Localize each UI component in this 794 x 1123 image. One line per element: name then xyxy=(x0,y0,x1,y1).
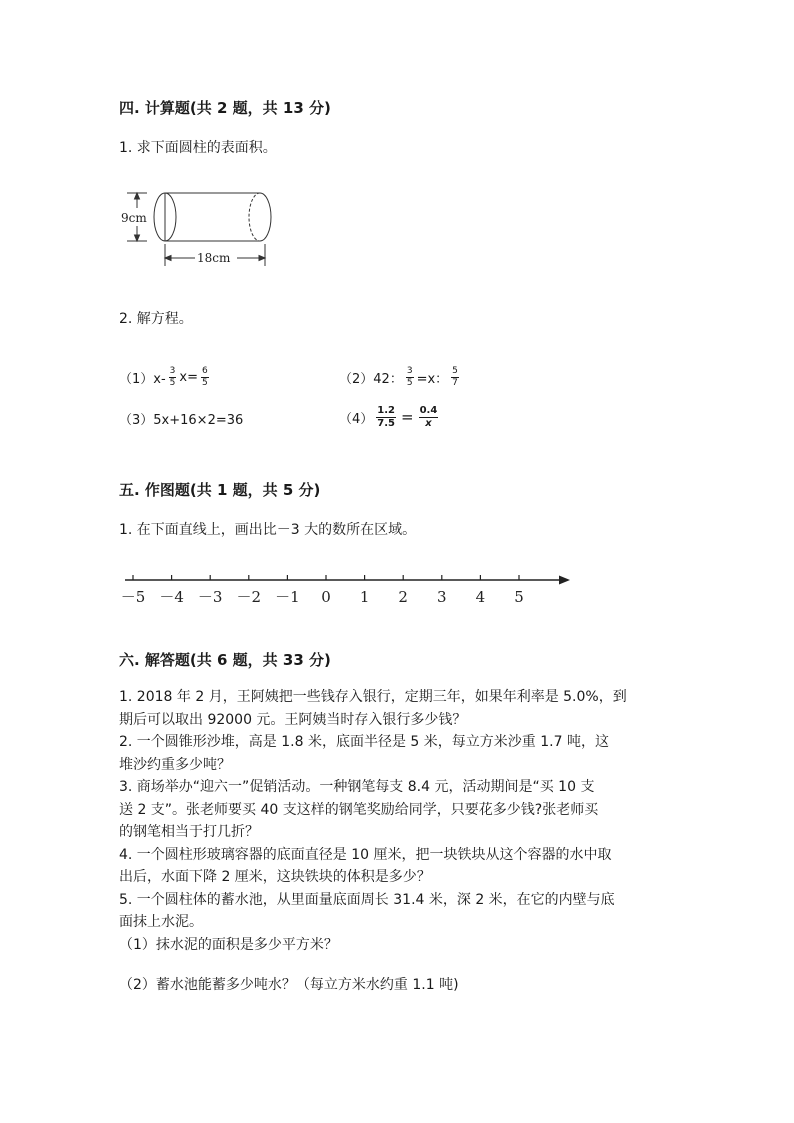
eq2-den1: 5 xyxy=(406,377,413,388)
q6-line-8: 4. 一个圆柱形玻璃容器的底面直径是 10 厘米，把一块铁块从这个容器的水中取 xyxy=(119,846,612,863)
equation-4 xyxy=(339,400,441,434)
eq2-prefix: （2）42： xyxy=(339,371,403,387)
eq2-num1: 3 xyxy=(406,365,413,376)
question-4-1: 1. 求下面圆柱的表面积。 xyxy=(119,140,277,156)
eq2-num2: 5 xyxy=(452,365,458,376)
cylinder-length-label: 18cm xyxy=(197,251,231,265)
eq1-den1: 5 xyxy=(169,377,176,388)
eq1-num2: 6 xyxy=(201,365,208,376)
section4-title: 四. 计算题(共 2 题，共 13 分) xyxy=(119,99,331,117)
cylinder-height-label: 9cm xyxy=(121,211,147,225)
number-line-label: －2 xyxy=(236,588,262,606)
number-line-label: －3 xyxy=(197,588,223,606)
eq4-fraction-a xyxy=(376,406,396,429)
eq4-den1: 7.5 xyxy=(377,417,395,429)
q6-line-9: 出后，水面下降 2 厘米，这块铁块的体积是多少？ xyxy=(119,869,431,885)
eq4-equals: = xyxy=(401,408,414,426)
number-line-label: －5 xyxy=(120,588,146,606)
q6-line-7: 的钢笔相当于打几折？ xyxy=(119,824,259,840)
question-6-5-sub1: （1）抹水泥的面积是多少平方米？ xyxy=(119,937,338,953)
question-5-1: 1. 在下面直线上，画出比－3 大的数所在区域。 xyxy=(119,522,417,538)
number-line-arrow xyxy=(559,576,570,585)
eq2-den2: 7 xyxy=(452,377,458,388)
eq1-fraction-b xyxy=(201,367,209,388)
eq2-mid: =x： xyxy=(416,371,449,387)
number-line-label: －4 xyxy=(159,588,184,606)
q6-line-10: 5. 一个圆柱体的蓄水池，从里面量底面周长 31.4 米，深 2 米，在它的内壁与底 xyxy=(119,891,615,908)
eq4-fraction-b xyxy=(419,406,439,429)
q6-line-6: 送 2 支”。张老师要买 40 支这样的钢笔奖励给同学，只要花多少钱?张老师买 xyxy=(119,801,599,818)
eq4-num2: 0.4 xyxy=(419,404,438,416)
eq1-mid: x= xyxy=(179,369,198,385)
number-line xyxy=(115,566,575,610)
eq4-num1: 1.2 xyxy=(377,404,395,416)
section6-questions xyxy=(119,686,679,934)
question-4-2: 2. 解方程。 xyxy=(119,311,193,327)
cylinder-figure xyxy=(119,180,289,270)
q6-line-11: 面抹上水泥。 xyxy=(119,914,203,930)
q6-line-4: 堆沙约重多少吨？ xyxy=(119,756,231,773)
q6-line-1: 1. 2018 年 2 月，王阿姨把一些钱存入银行，定期三年，如果年利率是 5.0%，到 xyxy=(119,689,627,705)
question-6-5-sub2: （2）蓄水池能蓄多少吨水？（每立方米水约重 1.1 吨) xyxy=(119,977,459,993)
section6-title: 六. 解答题(共 6 题，共 33 分) xyxy=(119,651,331,669)
q6-line-3: 2. 一个圆锥形沙堆，高是 1.8 米，底面半径是 5 米，每立方米沙重 1.7 吨，这 xyxy=(119,734,609,750)
eq1-prefix: （1）x- xyxy=(119,371,166,387)
eq2-fraction-b xyxy=(451,367,459,388)
eq2-fraction-a xyxy=(406,367,414,388)
eq4-den2: x xyxy=(425,417,432,429)
equation-2 xyxy=(339,362,462,392)
eq1-fraction-a xyxy=(169,367,177,388)
eq1-num1: 3 xyxy=(169,365,176,376)
equation-3: （3）5x+16×2=36 xyxy=(119,413,244,428)
number-line-label: 4 xyxy=(475,588,486,606)
section5-title: 五. 作图题(共 1 题，共 5 分) xyxy=(119,481,321,499)
q6-line-5: 3. 商场举办“迎六一”促销活动。一种钢笔每支 8.4 元，活动期间是“买 10 支 xyxy=(119,779,595,795)
number-line-label: 5 xyxy=(514,588,524,606)
number-line-label: 0 xyxy=(321,588,331,606)
eq1-den2: 5 xyxy=(201,377,208,388)
q6-line-2: 期后可以取出 92000 元。王阿姨当时存入银行多少钱？ xyxy=(119,711,467,728)
number-line-label: 3 xyxy=(437,588,447,606)
number-line-label: －1 xyxy=(275,588,300,606)
number-line-label: 2 xyxy=(398,588,408,606)
number-line-label: 1 xyxy=(359,588,370,606)
eq4-prefix: （4） xyxy=(339,411,374,427)
equation-1 xyxy=(119,362,212,392)
